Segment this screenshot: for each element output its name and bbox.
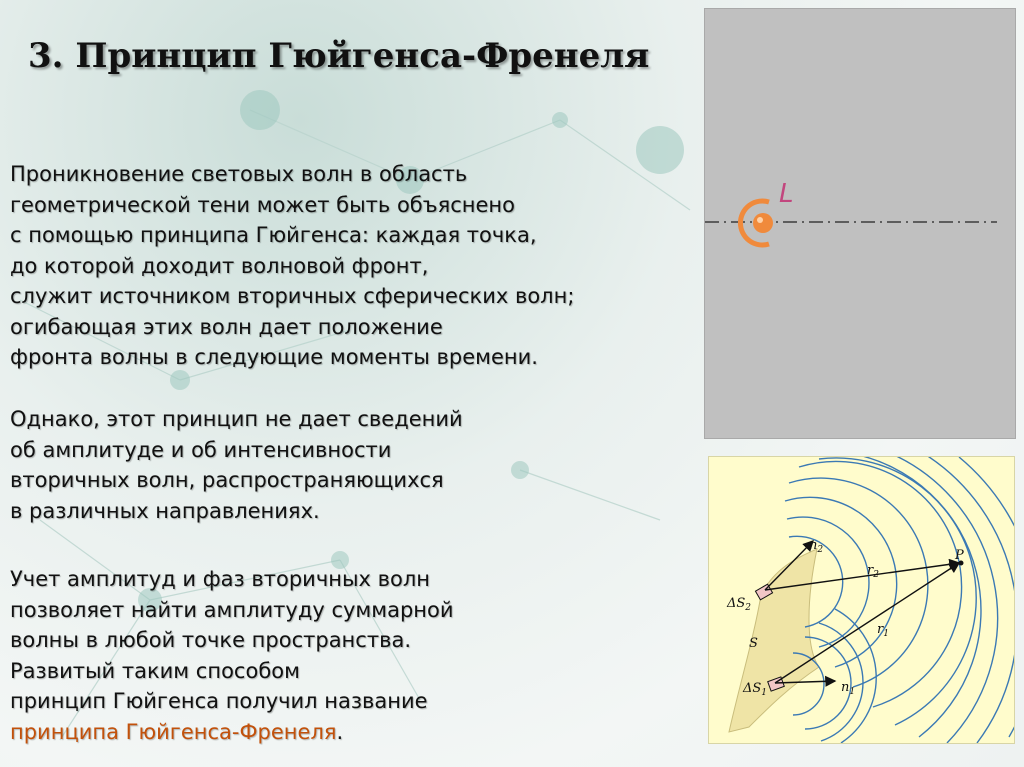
- text-line: позволяет найти амплитуду суммарной: [10, 597, 454, 622]
- paragraph-huygens: [10, 159, 574, 373]
- surface-s: [729, 549, 819, 732]
- highlight-term: принципа Гюйгенса-Френеля: [10, 719, 337, 744]
- text-line: Однако, этот принцип не дает сведений: [10, 407, 463, 431]
- paragraph-fresnel: [10, 564, 454, 747]
- label-p: P: [955, 548, 964, 563]
- text-line: с помощью принципа Гюйгенса: каждая точка,: [10, 223, 537, 247]
- label-n2: $n_2$: [809, 538, 824, 555]
- text-line-highlight: [10, 717, 454, 748]
- source-label: L: [779, 179, 794, 209]
- label-s: S: [749, 636, 758, 651]
- text-line: об амплитуде и об интенсивности: [10, 437, 392, 462]
- text-line: до которой доходит волновой фронт,: [10, 253, 429, 278]
- label-ds1: $\Delta S_1$: [743, 681, 768, 698]
- text-line: принцип Гюйгенса получил название: [10, 689, 428, 713]
- text-line: фронта волны в следующие моменты времени.: [10, 345, 538, 369]
- period: .: [336, 719, 344, 744]
- label-n1: $n_1$: [841, 680, 856, 697]
- fresnel-diagram: [709, 457, 1014, 743]
- text-line: Развитый таким способом: [10, 658, 300, 683]
- animation-panel: [704, 8, 1016, 439]
- text-line: служит источником вторичных сферических волн;: [10, 284, 575, 308]
- paragraph-limitation: [10, 404, 463, 526]
- text-line: вторичных волн, распространяющихся: [10, 468, 444, 492]
- text-line: огибающая этих волн дает положение: [10, 314, 443, 339]
- text-line: волны в любой точке пространства.: [10, 628, 411, 652]
- fresnel-diagram-panel: [708, 456, 1015, 744]
- light-source-animation: [705, 9, 1015, 438]
- light-source-icon: [753, 213, 773, 233]
- text-line: геометрической тени может быть объяснено: [10, 192, 516, 217]
- label-r2: $r_2$: [867, 563, 879, 580]
- label-r1: $r_1$: [877, 622, 889, 639]
- page-title: 3. Принцип Гюйгенса-Френеля: [28, 36, 650, 76]
- text-line: в различных направлениях.: [10, 498, 320, 523]
- text-line: Проникновение световых волн в область: [10, 162, 468, 186]
- label-ds2: $\Delta S_2$: [727, 596, 752, 613]
- text-line: Учет амплитуд и фаз вторичных волн: [10, 567, 431, 591]
